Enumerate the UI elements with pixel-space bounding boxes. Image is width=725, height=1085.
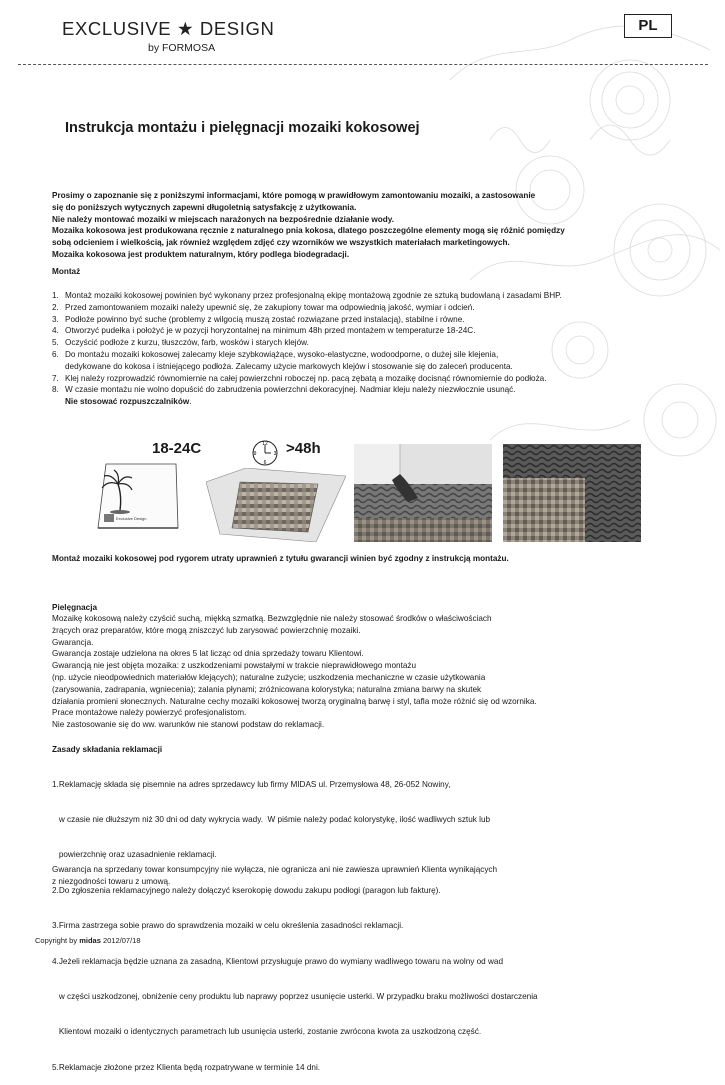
list-item [52,384,562,408]
claim-line: 5.Reklamacje złożone przez Klienta będą rozpatrywane w terminie 14 dni. [52,1062,321,1072]
intro-line: Mozaika kokosowa jest produktem naturalnym, który podlega biodegradacji. [52,249,350,259]
claim-line: 1.Reklamację składa się pisemnie na adres sprzedawcy lub firmy MIDAS ul. Przemysłowa 48, 26-052 Nowiny, [52,779,451,789]
step-warning-bold: Nie stosować rozpuszczalników [65,397,190,407]
step-number: 5. [52,338,59,348]
page-title: Instrukcja montażu i pielęgnacji mozaiki kokosowej [65,120,420,136]
header-divider [18,64,708,65]
claim-line: w części uszkodzonej, obniżenie ceny produktu lub naprawy poprzez usunięcie usterki. W przypadku braku możliwości dostarczenia [52,991,538,1001]
step-text: Otworzyć pudełka i położyć je w pozycji horyzontalnej na minimum 48h przed montażem w temperaturze 18-24C. [65,326,476,336]
care-line: Nie zastosowanie się do ww. warunków nie stanowi podstaw do reklamacji. [52,720,325,730]
care-block [52,613,537,731]
box-brand-text: Exclusive Design [116,516,147,521]
intro-line: Mozaika kokosowa jest produkowana ręcznie z naturalnego pnia kokosa, dlatego poszczególne elementy mogą się różnić pomiędzy [52,226,565,236]
copyright-date: 2012/07/18 [100,936,141,945]
adhesive-application-photo [354,444,492,542]
step-number: 7. [52,373,59,383]
care-line: działania promieni słonecznych. Naturalne cechy mozaiki kokosowej tworzą oryginalną barwę i styl, tafla może różnić się od wzornika. [52,696,537,706]
care-line: Mozaikę kokosową należy czyścić suchą, miękką szmatką. Bezwzględnie nie należy stosować środków o właściwościach [52,614,492,623]
claim-line: 2.Do zgłoszenia reklamacyjnego należy dołączyć kserokopię dowodu zakupu podłogi (paragon lub fakturę). [52,885,441,895]
duration-label: >48h [286,440,321,457]
intro-line: Nie należy montować mozaiki w miejscach narażonych na bezpośrednie działanie wody. [52,214,395,224]
list-item [52,314,562,326]
list-item [52,290,562,302]
clock-number: 3 [273,451,277,457]
copyright-prefix: Copyright by [35,936,80,945]
section-heading-pielegnacja: Pielęgnacja [52,603,98,612]
step-number: 1. [52,291,59,300]
copyright-brand: midas [79,936,101,945]
list-item [52,337,562,349]
list-item [52,349,562,373]
claim-line: Klientowi mozaiki o identycznych parametrach lub usunięcia usterki, zostanie zwrócona kwota za uszkodzoną część. [52,1027,482,1037]
step-text: Montaż mozaiki kokosowej powinien być wykonany przez profesjonalną ekipę montażową zgodnie ze sztuką budowlaną i zasadami BHP. [65,291,562,300]
step-text: Oczyścić podłoże z kurzu, tłuszczów, farb, wosków i starych klejów. [65,338,309,348]
clock-icon [247,438,283,468]
step-text: W czasie montażu nie wolno dopuścić do zabrudzenia powierzchni dekoracyjnej. Nadmiar kleju należy niezwłocznie usunąć. [65,385,516,395]
finished-mosaic-photo [503,444,641,542]
intro-line: Prosimy o zapoznanie się z poniższymi informacjami, które pomogą w prawidłowym zamontowaniu mozaiki, a zastosowanie [52,191,536,200]
care-line: (zarysowania, zadrapania, wgniecenia); zalania płynami; zróżnicowana kolorystyka; naturalna zmiana barwy na skutek [52,684,482,694]
brand-logo-title: EXCLUSIVE ★ DESIGN [62,18,275,39]
section-heading-reklamacje: Zasady składania reklamacji [52,745,163,754]
list-item [52,373,562,385]
clock-number: 6 [263,460,267,466]
claims-block [52,755,538,1085]
claim-line: 3.Firma zastrzega sobie prawo do sprawdzenia mozaiki w celu określenia zasadności reklamacji. [52,921,404,931]
intro-line: się do poniższych wytycznych zapewni długoletnią satysfakcję z użytkowania. [52,202,357,212]
brand-logo-subtitle: by FORMOSA [148,42,216,54]
final-note [52,864,497,888]
step-number: 4. [52,326,59,336]
step-text: dedykowane do kokosa i istniejącego podłoża. Zalecamy użycie markowych klejów i stosowanie się do zaleceń producenta. [65,361,513,371]
language-badge: PL [624,14,672,38]
open-box-mosaic-photo [206,468,346,542]
final-line: Gwarancja na sprzedany towar konsumpcyjny nie wyłącza, nie ogranicza ani nie zawiesza uprawnień Klienta wynikających [52,865,498,874]
product-box-illustration [96,462,180,532]
claim-line: w czasie nie dłuższym niż 30 dni od daty wykrycia wady. W piśmie należy podać kolorystykę, ilość wadliwych sztuk lub [52,814,491,824]
step-number: 8. [52,385,59,395]
final-line: z niezgodności towaru z umową. [52,876,171,886]
care-line: Gwarancja zostaje udzielona na okres 5 lat licząc od dnia sprzedaży towaru Klientowi. [52,649,364,659]
copyright-footer [35,936,141,945]
claim-line: 4.Jeżeli reklamacja będzie uznana za zasadną, Klientowi przysługuje prawo do wymiany wadliwego towaru na wolny od wad [52,956,504,966]
step-text: Podłoże powinno być suche (problemy z wilgocią muszą zostać rozwiązane przed instalacją), stabilne i równe. [65,314,465,324]
clock-number: 9 [253,451,257,457]
care-line: Gwarancja. [52,637,94,647]
clock-number: 12 [262,441,268,447]
step-text: Do montażu mozaiki kokosowej zalecamy kleje szybkowiążące, wysoko-elastyczne, wodoodporne, o dużej sile klejenia, [65,349,499,359]
claim-line: powierzchnię oraz uzasadnienie reklamacji. [52,850,217,860]
list-item [52,302,562,314]
intro-block [52,190,565,261]
care-line: (np. użycie nieodpowiednich materiałów klejących); naturalne zużycie; uszkodzenia mechaniczne w czasie użytkowania [52,672,486,682]
temperature-label: 18-24C [152,440,202,457]
care-line: Gwarancją nie jest objęta mozaika: z uszkodzeniami powstałymi w trakcie nieprawidłowego montażu [52,661,417,671]
step-number: 6. [52,349,59,359]
installation-steps-list [52,290,562,408]
list-item [52,325,562,337]
step-warning-suffix: . [189,397,192,407]
step-text: Przed zamontowaniem mozaiki należy upewnić się, że zakupiony towar ma odpowiednią jakość, wymiar i odcień. [65,302,475,312]
step-text: Klej należy rozprowadzić równomiernie na całej powierzchni roboczej np. pacą zębatą a mozaikę docisnąć równomiernie do podłoża. [65,373,547,383]
step-number: 2. [52,302,59,312]
care-line: żrących oraz preparatów, które mogą zniszczyć lub zarysować powierzchnię mozaiki. [52,625,361,635]
section-heading-montaz: Montaż [52,267,81,276]
warranty-warning: Montaż mozaiki kokosowej pod rygorem utraty uprawnień z tytułu gwarancji winien być zgodny z instrukcją montażu. [52,554,509,563]
intro-line: sobą odcieniem i wielkością, jak również względem zdjęć czy wzorników we wszystkich materiałach marketingowych. [52,238,510,248]
care-line: Prace montażowe należy powierzyć profesjonalistom. [52,708,247,718]
step-number: 3. [52,314,59,324]
